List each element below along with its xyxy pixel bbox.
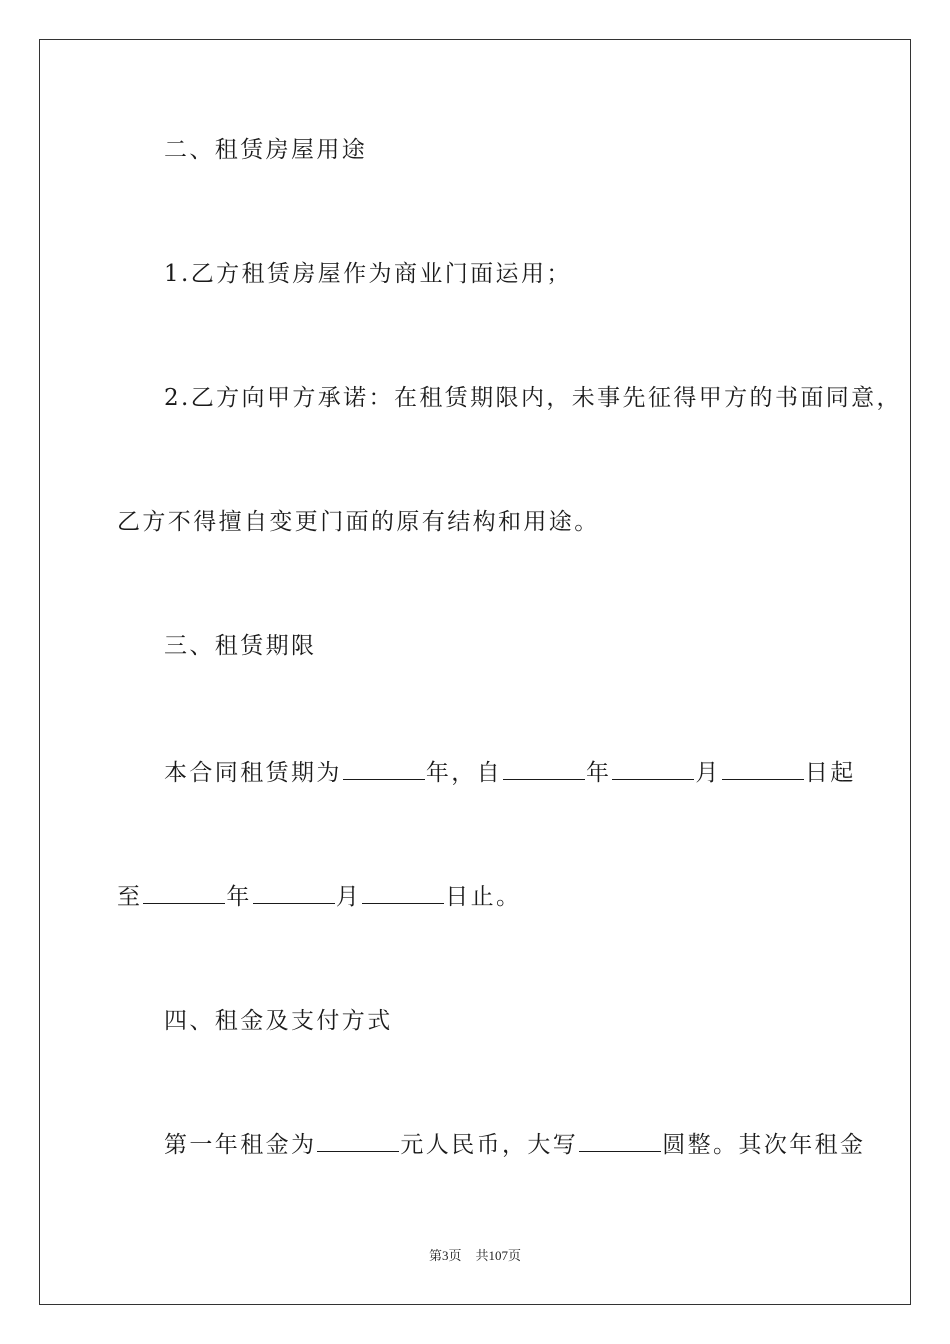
end-year-blank[interactable] (143, 883, 225, 904)
term-text: 年 (586, 760, 612, 786)
term-line-2 (117, 882, 521, 912)
rent-text: 圆整。其次年租金 (662, 1132, 866, 1158)
rent-text: 元人民币，大写 (400, 1132, 579, 1158)
term-line-1 (164, 758, 856, 788)
section-heading-term: 三、租赁期限 (164, 633, 317, 659)
term-text: 年，自 (425, 760, 503, 786)
page-total: 共107页 (475, 1248, 522, 1263)
rent-amount-blank[interactable] (317, 1131, 399, 1152)
start-month-blank[interactable] (612, 759, 694, 780)
clause-2-line-2: 乙方不得擅自变更门面的原有结构和用途。 (117, 509, 600, 535)
term-text: 至 (117, 884, 143, 910)
section-heading-usage: 二、租赁房屋用途 (164, 137, 368, 163)
end-day-blank[interactable] (362, 883, 444, 904)
clause-1: 1.乙方租赁房屋作为商业门面运用； (164, 261, 572, 287)
start-day-blank[interactable] (722, 759, 804, 780)
clause-2-line-1: 2.乙方向甲方承诺：在租赁期限内，未事先征得甲方的书面同意， (164, 385, 902, 411)
rent-line (164, 1130, 865, 1160)
term-text: 日止。 (445, 884, 522, 910)
end-month-blank[interactable] (253, 883, 335, 904)
term-text: 日起 (804, 760, 856, 786)
term-years-blank[interactable] (343, 759, 425, 780)
term-text: 本合同租赁期为 (164, 760, 342, 786)
term-text: 月 (335, 884, 362, 910)
page-footer (0, 1247, 950, 1265)
term-text: 年 (226, 884, 252, 910)
page-border (39, 39, 911, 1305)
page-number: 第3页 (428, 1248, 462, 1263)
rent-amount-words-blank[interactable] (579, 1131, 661, 1152)
term-text: 月 (695, 760, 721, 786)
section-heading-rent: 四、租金及支付方式 (164, 1008, 393, 1034)
rent-text: 第一年租金为 (164, 1132, 317, 1158)
start-year-blank[interactable] (503, 759, 585, 780)
